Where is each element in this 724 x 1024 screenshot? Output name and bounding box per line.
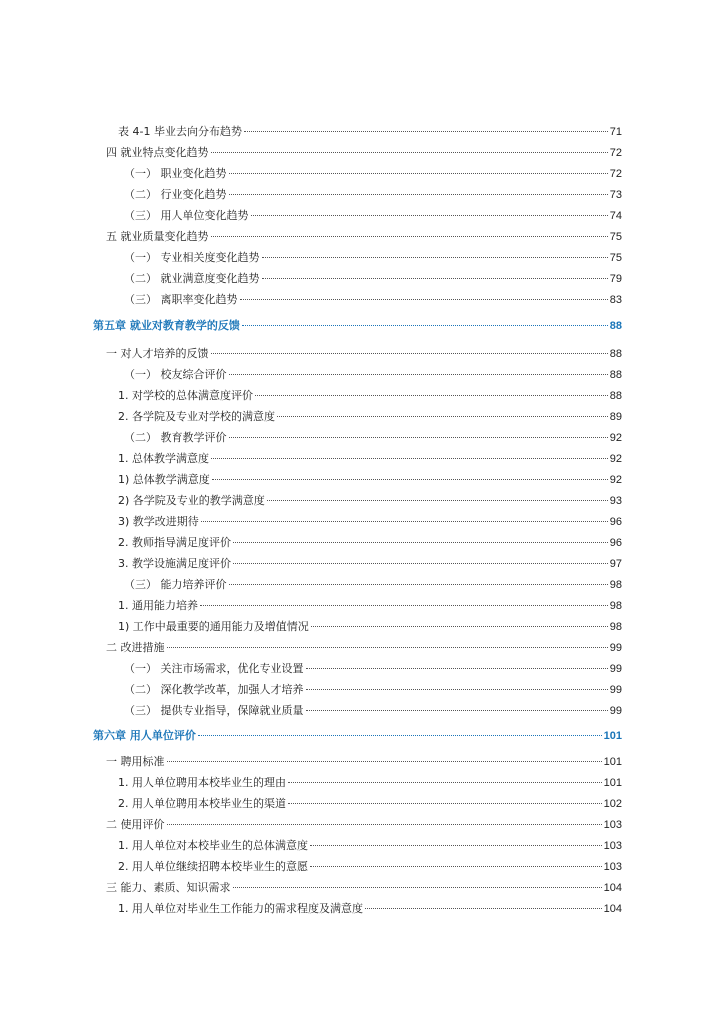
toc-entry-page-number: 99 <box>609 705 622 717</box>
dot-leader <box>262 257 608 258</box>
toc-entry[interactable] <box>118 389 622 403</box>
toc-entry[interactable] <box>118 557 622 571</box>
toc-entry-page-number: 93 <box>609 495 622 507</box>
dot-leader <box>288 803 602 804</box>
dot-leader <box>167 761 602 762</box>
toc-entry-label: 3. 教学设施满足度评价 <box>118 557 231 570</box>
toc-entry-label: 1. 用人单位聘用本校毕业生的理由 <box>118 776 286 789</box>
dot-leader <box>244 131 608 132</box>
toc-entry-label: （三） 用人单位变化趋势 <box>124 209 249 222</box>
toc-entry[interactable] <box>124 431 622 445</box>
toc-entry-label: 第五章 就业对教育教学的反馈 <box>93 319 240 332</box>
toc-entry-label: 2. 教师指导满足度评价 <box>118 536 231 549</box>
toc-entry-page-number: 99 <box>609 684 622 696</box>
toc-entry-page-number: 71 <box>609 126 622 138</box>
toc-entry-page-number: 88 <box>609 348 622 360</box>
toc-entry[interactable] <box>118 839 622 853</box>
toc-entry-label: 二 改进措施 <box>106 641 165 654</box>
toc-entry[interactable] <box>118 776 622 790</box>
dot-leader <box>233 563 608 564</box>
toc-entry-page-number: 98 <box>609 579 622 591</box>
toc-entry[interactable] <box>118 860 622 874</box>
toc-entry-page-number: 83 <box>609 294 622 306</box>
toc-entry[interactable] <box>118 902 622 916</box>
toc-entry-label: 1. 总体教学满意度 <box>118 452 209 465</box>
dot-leader <box>198 735 602 736</box>
toc-entry[interactable] <box>118 410 622 424</box>
toc-entry[interactable] <box>124 293 622 307</box>
toc-entry-page-number: 98 <box>609 621 622 633</box>
toc-entry[interactable] <box>106 347 622 361</box>
toc-entry-label: （三） 能力培养评价 <box>124 578 227 591</box>
toc-entry[interactable] <box>118 473 622 487</box>
toc-entry[interactable] <box>124 251 622 265</box>
dot-leader <box>288 782 602 783</box>
toc-entry-page-number: 92 <box>609 474 622 486</box>
toc-entry-label: 二 使用评价 <box>106 818 165 831</box>
toc-entry[interactable] <box>106 881 622 895</box>
dot-leader <box>306 710 608 711</box>
dot-leader <box>200 605 608 606</box>
toc-entry[interactable] <box>106 755 622 769</box>
toc-entry[interactable] <box>106 230 622 244</box>
toc-entry-page-number: 88 <box>609 369 622 381</box>
toc-entry-label: （三） 提供专业指导，保障就业质量 <box>124 704 304 717</box>
toc-entry-label: （一） 专业相关度变化趋势 <box>124 251 260 264</box>
dot-leader <box>229 194 608 195</box>
toc-entry[interactable] <box>118 797 622 811</box>
toc-entry-page-number: 102 <box>603 798 622 810</box>
toc-entry[interactable] <box>124 683 622 697</box>
dot-leader <box>251 215 608 216</box>
toc-entry-page-number: 101 <box>603 777 622 789</box>
toc-entry[interactable] <box>106 818 622 832</box>
dot-leader <box>211 236 608 237</box>
dot-leader <box>310 845 602 846</box>
toc-entry[interactable] <box>118 599 622 613</box>
dot-leader <box>262 278 608 279</box>
dot-leader <box>211 152 608 153</box>
toc-entry-page-number: 99 <box>609 642 622 654</box>
toc-entry-page-number: 103 <box>603 840 622 852</box>
dot-leader <box>267 500 608 501</box>
toc-entry-label: （二） 就业满意度变化趋势 <box>124 272 260 285</box>
toc-entry-label: 1. 用人单位对毕业生工作能力的需求程度及满意度 <box>118 902 363 915</box>
toc-entry[interactable] <box>118 515 622 529</box>
toc-entry-label: 三 能力、素质、知识需求 <box>106 881 231 894</box>
toc-entry-page-number: 96 <box>609 516 622 528</box>
toc-entry-label: 第六章 用人单位评价 <box>93 729 196 742</box>
toc-entry[interactable] <box>118 494 622 508</box>
toc-entry-label: 1) 工作中最重要的通用能力及增值情况 <box>118 620 309 633</box>
toc-entry[interactable] <box>124 209 622 223</box>
toc-entry-label: 一 对人才培养的反馈 <box>106 347 209 360</box>
toc-entry[interactable] <box>124 167 622 181</box>
toc-entry[interactable] <box>124 188 622 202</box>
toc-entry-label: 1. 对学校的总体满意度评价 <box>118 389 253 402</box>
toc-entry-page-number: 104 <box>603 903 622 915</box>
toc-entry-page-number: 89 <box>609 411 622 423</box>
toc-entry-page-number: 104 <box>603 882 622 894</box>
toc-entry-page-number: 74 <box>609 210 622 222</box>
toc-entry-page-number: 99 <box>609 663 622 675</box>
toc-entry-label: 1) 总体教学满意度 <box>118 473 210 486</box>
dot-leader <box>167 647 608 648</box>
toc-entry[interactable] <box>106 146 622 160</box>
toc-entry[interactable] <box>118 536 622 550</box>
dot-leader <box>306 689 608 690</box>
dot-leader <box>211 458 608 459</box>
toc-entry-page-number: 97 <box>609 558 622 570</box>
dot-leader <box>277 416 608 417</box>
toc-entry-page-number: 103 <box>603 861 622 873</box>
toc-entry-label: （二） 教育教学评价 <box>124 431 227 444</box>
toc-entry[interactable] <box>124 578 622 592</box>
toc-entry-label: 2. 用人单位继续招聘本校毕业生的意愿 <box>118 860 308 873</box>
toc-entry-label: （一） 关注市场需求，优化专业设置 <box>124 662 304 675</box>
toc-entry-page-number: 73 <box>609 189 622 201</box>
dot-leader <box>233 887 602 888</box>
toc-entry-label: 2) 各学院及专业的教学满意度 <box>118 494 265 507</box>
toc-entry-page-number: 103 <box>603 819 622 831</box>
toc-entry-page-number: 79 <box>609 273 622 285</box>
toc-entry-page-number: 72 <box>609 147 622 159</box>
toc-entry[interactable] <box>124 272 622 286</box>
dot-leader <box>211 353 608 354</box>
dot-leader <box>242 325 608 326</box>
toc-entry-label: 1. 用人单位对本校毕业生的总体满意度 <box>118 839 308 852</box>
toc-entry-label: （三） 离职率变化趋势 <box>124 293 238 306</box>
dot-leader <box>229 584 608 585</box>
dot-leader <box>233 542 608 543</box>
toc-entry-page-number: 88 <box>609 320 622 332</box>
toc-entry-page-number: 92 <box>609 453 622 465</box>
toc-entry-label: 四 就业特点变化趋势 <box>106 146 209 159</box>
toc-entry-label: 五 就业质量变化趋势 <box>106 230 209 243</box>
toc-entry-label: 3) 教学改进期待 <box>118 515 199 528</box>
toc-entry-label: 2. 用人单位聘用本校毕业生的渠道 <box>118 797 286 810</box>
toc-entry-page-number: 92 <box>609 432 622 444</box>
dot-leader <box>240 299 608 300</box>
dot-leader <box>201 521 608 522</box>
toc-entry-page-number: 72 <box>609 168 622 180</box>
toc-entry[interactable] <box>118 452 622 466</box>
toc-entry-label: （二） 行业变化趋势 <box>124 188 227 201</box>
toc-entry-label: 2. 各学院及专业对学校的满意度 <box>118 410 275 423</box>
dot-leader <box>310 866 602 867</box>
toc-entry[interactable] <box>124 662 622 676</box>
toc-entry-label: （一） 校友综合评价 <box>124 368 227 381</box>
toc-entry[interactable] <box>118 620 622 634</box>
dot-leader <box>212 479 608 480</box>
toc-chapter-entry[interactable] <box>93 319 622 333</box>
dot-leader <box>229 437 608 438</box>
toc-entry-page-number: 101 <box>603 730 622 742</box>
dot-leader <box>229 173 608 174</box>
toc-entry-page-number: 96 <box>609 537 622 549</box>
toc-entry-label: （一） 职业变化趋势 <box>124 167 227 180</box>
dot-leader <box>306 668 608 669</box>
toc-entry-page-number: 98 <box>609 600 622 612</box>
toc-entry-label: 1. 通用能力培养 <box>118 599 198 612</box>
toc-entry[interactable] <box>106 641 622 655</box>
dot-leader <box>311 626 608 627</box>
toc-entry-label: 表 4-1 毕业去向分布趋势 <box>118 125 242 138</box>
toc-chapter-entry[interactable] <box>93 729 622 743</box>
toc-entry-page-number: 75 <box>609 231 622 243</box>
dot-leader <box>167 824 602 825</box>
toc-entry[interactable] <box>118 125 622 139</box>
toc-entry[interactable] <box>124 704 622 718</box>
toc-entry-page-number: 75 <box>609 252 622 264</box>
toc-entry-label: 一 聘用标准 <box>106 755 165 768</box>
toc-entry-page-number: 88 <box>609 390 622 402</box>
toc-entry-page-number: 101 <box>603 756 622 768</box>
dot-leader <box>365 908 602 909</box>
dot-leader <box>255 395 608 396</box>
toc-entry[interactable] <box>124 368 622 382</box>
toc-entry-label: （二） 深化教学改革，加强人才培养 <box>124 683 304 696</box>
dot-leader <box>229 374 608 375</box>
